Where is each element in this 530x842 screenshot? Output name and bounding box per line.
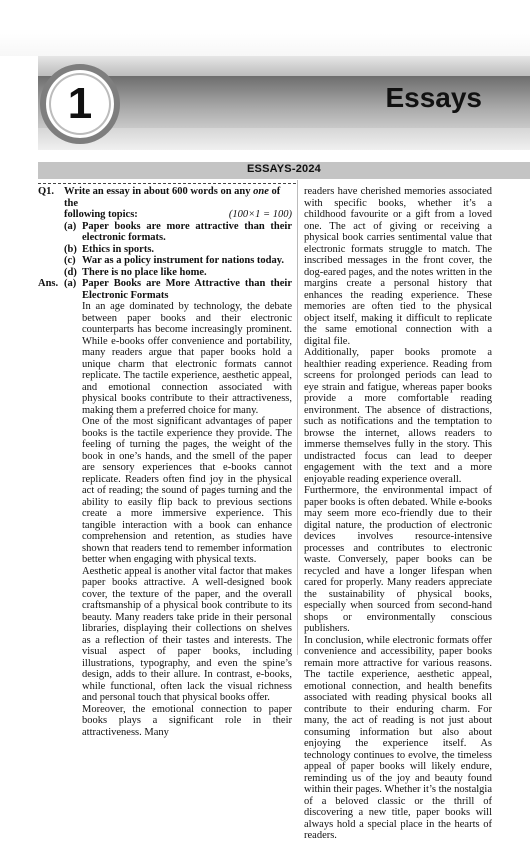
page-top-margin	[0, 0, 530, 56]
answer-label: Ans.	[38, 278, 59, 289]
option-text: War as a policy instrument for nations today.	[82, 255, 285, 266]
chapter-title: Essays	[385, 82, 482, 113]
chapter-number: 1	[67, 79, 93, 128]
option-d	[64, 267, 292, 279]
answer-paragraph: In an age dominated by technology, the debate between paper books and their electronic counterparts has become increasingly prominent. While e-books offer convenience and portability, many readers argue that paper books hold a unique charm that electronic formats cannot replicate. The tactile experience, aesthetic appeal, and emotional connection associated with physical books contribute to their attractiveness, making them a preferred choice for many.	[82, 301, 292, 416]
chapter-number-badge	[40, 64, 120, 144]
answer-paragraph: In conclusion, while electronic formats offer convenience and accessibility, paper books remain more attractive for various reasons. The tactile experience, aesthetic appeal, emotional connection, and health benefits associated with reading physical books all contribute to their enduring charm. For many, the act of reading is not just about consuming information but also about enjoying the experience itself. As technology continues to evolve, the timeless appeal of paper books will likely endure, reminding us of the joy and beauty found within their pages. Whether it’s the nostalgia of a beloved classic or the thrill of discovering a new title, paper books will always hold a special place in the hearts of readers.	[304, 634, 492, 841]
option-a	[64, 221, 292, 244]
question-prompt-part2: of the	[64, 186, 281, 209]
answer-paragraph: One of the most significant advantages of paper books is the tactile experience they provide. The feeling of turning the pages, the weight of the book in one’s hands, and the smell of the paper are sensory experiences that e-books cannot replicate. Readers often find joy in the physical act of reading; the sound of pages turning and the ability to easily flip back to previous sections create a more immersive experience. This tangible interaction with a book can enhance comprehension and retention, as studies have shown that readers tend to remember information better when engaging with physical texts.	[82, 416, 292, 565]
question-marks: (100×1 = 100)	[228, 209, 292, 220]
option-letter: (a)	[64, 220, 77, 232]
answer-letter: (a)	[64, 278, 77, 289]
option-letter: (b)	[64, 243, 77, 255]
chapter-banner-bottom	[38, 128, 530, 150]
answer-paragraph: Additionally, paper books promote a healthier reading experience. Reading from screens for prolonged periods can lead to eye strain and fatigue, whereas paper books provide a more comfortable reading environment. The absence of distractions, such as notifications and the temptation to browse the internet, allows readers to immerse themselves fully in the story. This undistracted focus can lead to deeper engagement with the text and a more enjoyable reading experience overall.	[304, 347, 492, 485]
answer-paragraph: Aesthetic appeal is another vital factor that makes paper books attractive. A well-designed book cover, the texture of the paper, and the overall craftsmanship of a physical book contribute to its beauty. Many readers take pride in their personal libraries, displaying their collections on shelves as a reflection of their tastes and interests. The visual aspect of paper books, including illustrations, typography, and even the spine’s design, adds to their allure. In contrast, e-books, while functional, often lack the visual richness and personal touch that physical books offer.	[82, 565, 292, 703]
left-column	[38, 186, 292, 738]
answer-paragraph: Moreover, the emotional connection to paper books plays a significant role in their attractiveness. Many	[82, 703, 292, 738]
section-title: ESSAYS-2024	[247, 163, 321, 175]
right-column	[304, 186, 492, 842]
dotted-divider	[38, 183, 296, 184]
option-text: Paper books are more attractive than their electronic formats.	[82, 220, 292, 243]
question	[38, 186, 292, 221]
question-prompt	[64, 186, 292, 221]
option-b	[64, 244, 292, 256]
answer-paragraph: readers have cherished memories associated with specific books, whether it’s a childhood favourite or a gift from a loved one. The act of giving or receiving a physical book carries sentimental value that electronic formats struggle to match. The inscribed messages in the front cover, the dog-eared pages, and the notes written in the margins create a personal history that enhances the reading experience. These memories are often tied to the physical object itself, making it difficult to replicate the same emotional connection with a digital file.	[304, 186, 492, 347]
question-number: Q1.	[38, 186, 55, 197]
option-letter: (c)	[64, 255, 76, 266]
option-text: There is no place like home.	[82, 266, 207, 278]
question-prompt-emphasis: one	[253, 186, 269, 197]
question-prompt-part3: following topics:	[64, 209, 138, 220]
answer-title: Paper Books are More Attractive than their Electronic Formats	[82, 278, 292, 301]
option-text: Ethics in sports.	[82, 243, 155, 255]
column-divider	[297, 180, 298, 655]
answer-heading	[38, 278, 292, 301]
question-prompt-part1: Write an essay in about 600 words on any	[64, 186, 251, 197]
answer-paragraph: Furthermore, the environmental impact of paper books is often debated. While e-books may seem more eco-friendly due to their digital nature, the production of electronic devices involves resource-intensive processes and contributes to electronic waste. Conversely, paper books can be recycled and have a longer lifespan when cared for properly. Many readers appreciate the sustainability of physical books, especially when sourced from second-hand shops or environmentally conscious publishers.	[304, 485, 492, 634]
option-letter: (d)	[64, 266, 77, 278]
chapter-banner-top	[38, 56, 530, 76]
option-c	[64, 255, 292, 267]
